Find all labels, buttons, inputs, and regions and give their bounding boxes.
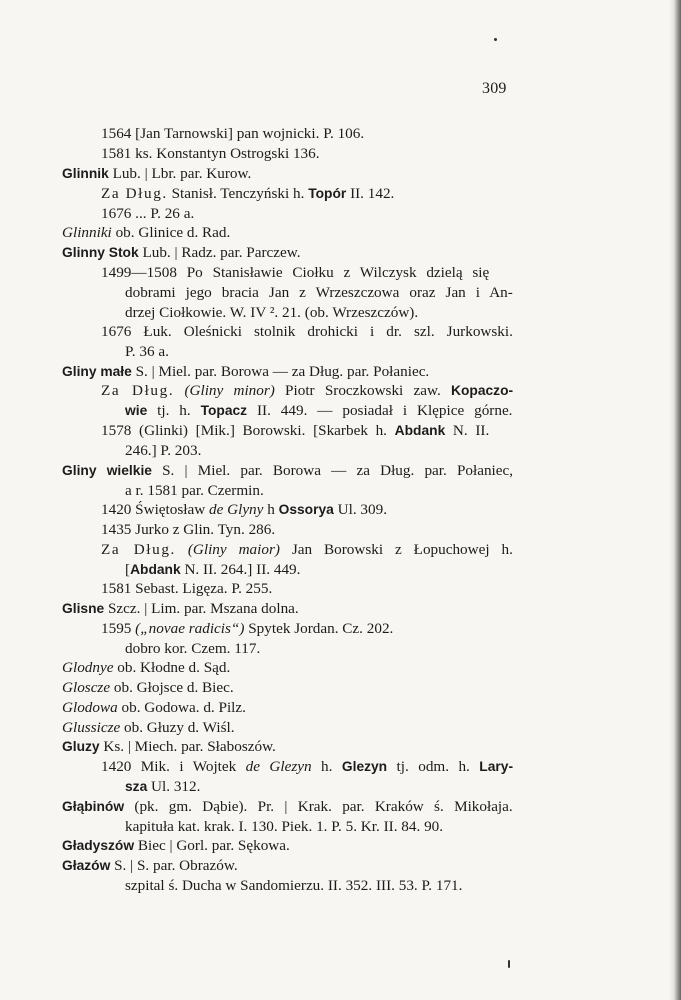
entry-line	[62, 719, 235, 737]
bold-term: Topór	[308, 186, 347, 201]
text-run: 1581 Sebast. Ligęza. P. 255.	[101, 580, 273, 597]
entry-line	[62, 165, 251, 183]
text-run: 1420 Mik. i Wojtek	[101, 758, 246, 775]
italic-term: Gloscze	[62, 679, 111, 696]
italic-term: Glodowa	[62, 699, 118, 716]
text-run: II. 142.	[346, 185, 395, 202]
text-run: 1420 Świętosław	[101, 501, 209, 518]
entry-line	[125, 561, 300, 579]
italic-term: (Gliny maior)	[187, 541, 280, 558]
page-number: 309	[482, 80, 507, 97]
text-run: ob. Głuzy d. Wiśl.	[120, 719, 235, 736]
bold-term: sza	[125, 779, 148, 794]
text-run: Za Dług.	[101, 541, 176, 558]
entry-line	[125, 640, 260, 658]
text-run: ob. Glinice d. Rad.	[111, 224, 231, 241]
entry-line	[101, 501, 387, 519]
text-run: tj. odm. h.	[387, 758, 480, 775]
bold-term: Glinny Stok	[62, 245, 139, 260]
text-run: ob. Głojsce d. Biec.	[110, 679, 234, 696]
entry-line	[62, 600, 299, 618]
entry-line	[101, 758, 513, 776]
text-run: 1435 Jurko z Glin. Tyn. 286.	[101, 521, 276, 538]
bold-term: Gluzy	[62, 739, 100, 754]
text-run: N. II.	[445, 422, 490, 439]
text-run: Ks. | Miech. par. Słaboszów.	[99, 738, 276, 755]
entry-line	[62, 699, 246, 717]
bold-term: Glezyn	[341, 759, 388, 774]
text-run: S. | Miel. par. Borowa — za Dług. par. Połaniec.	[131, 363, 430, 380]
text-run: ob. Kłodne d. Sąd.	[113, 659, 231, 676]
entry-line	[101, 580, 272, 598]
bold-term: Topacz	[200, 403, 248, 418]
italic-term: Glodnye	[62, 659, 114, 676]
text-run: Spytek Jordan. Cz. 202.	[244, 620, 394, 637]
entry-line	[125, 442, 201, 460]
italic-term: Glinniki	[62, 224, 112, 241]
text-run: S. | Miel. par. Borowa — za Dług. par. Połaniec,	[151, 462, 514, 479]
text-run: h.	[311, 758, 342, 775]
text-run: a r. 1581 par. Czermin.	[125, 482, 264, 499]
entry-line	[101, 323, 513, 341]
text-run: 1499—1508 Po Stanisławie Ciołku z Wilczysk dzielą się	[101, 264, 490, 281]
text-run: 1581 ks. Konstantyn Ostrogski 136.	[101, 145, 320, 162]
bold-term: Glinnik	[62, 166, 109, 181]
entry-line	[125, 304, 418, 322]
bold-term: Lary-	[479, 759, 514, 774]
text-run: 1564 [Jan Tarnowski] pan wojnicki. P. 106.	[101, 125, 365, 142]
entry-line	[101, 205, 194, 223]
italic-term: de Glezyn	[245, 758, 312, 775]
text-run: (pk. gm. Dąbie). Pr. | Krak. par. Kraków ś. Mikołaja.	[124, 798, 513, 815]
italic-term: de Glyny	[209, 501, 264, 518]
text-run: 1595	[101, 620, 136, 637]
text-run	[174, 382, 184, 399]
entry-line	[101, 521, 275, 539]
text-run: szpital ś. Ducha w Sandomierzu. II. 352. III. 53. P. 171.	[125, 877, 463, 894]
text-run: II. 449. — posiadał i Klępice górne.	[247, 402, 513, 419]
bold-term: Abdank	[130, 562, 181, 577]
entry-line	[62, 738, 276, 756]
text-run: 1676 Łuk. Oleśnicki stolnik drohicki i dr. szl. Jurkowski.	[101, 323, 513, 340]
text-run: Stanisł. Tenczyński h.	[167, 185, 309, 202]
text-run: Za Dług.	[101, 185, 168, 202]
entry-line	[62, 659, 230, 677]
entry-line	[101, 620, 393, 638]
speck	[508, 960, 510, 968]
page-edge-shadow	[669, 0, 681, 1000]
text-run: S. | S. par. Obrazów.	[110, 857, 238, 874]
text-run: Lub. | Radz. par. Parczew.	[138, 244, 301, 261]
italic-term: (Gliny minor)	[184, 382, 275, 399]
text-run: Szcz. | Lim. par. Mszana dolna.	[104, 600, 299, 617]
entry-line	[101, 145, 320, 163]
entry-line	[125, 877, 462, 895]
bold-term: Gładyszów	[62, 838, 135, 853]
entry-line	[62, 857, 238, 875]
bold-term: Abdank	[394, 423, 446, 438]
text-run: 246.] P. 203.	[125, 442, 202, 459]
text-run: tj. h.	[147, 402, 201, 419]
entry-line	[125, 343, 169, 361]
text-run	[176, 541, 188, 558]
entry-line	[125, 778, 200, 796]
text-run: Lub. | Lbr. par. Kurow.	[108, 165, 252, 182]
text-run: 1676 ... P. 26 a.	[101, 205, 195, 222]
entry-line	[125, 402, 512, 420]
entry-line	[101, 264, 489, 282]
text-run: Biec | Gorl. par. Sękowa.	[134, 837, 290, 854]
entry-line	[101, 422, 489, 440]
entry-line	[101, 541, 513, 559]
entry-line	[101, 125, 364, 143]
text-run: dobrami jego bracia Jan z Wrzeszczowa oraz Jan i An-	[125, 284, 513, 301]
text-run: kapituła kat. krak. I. 130. Piek. 1. P. 5. Kr. II. 84. 90.	[125, 818, 444, 835]
bold-term: Głazów	[62, 858, 111, 873]
entry-line	[62, 798, 513, 816]
bold-term: Głąbinów	[62, 799, 125, 814]
bold-term: Glisne	[62, 601, 105, 616]
entry-line	[62, 679, 234, 697]
text-run: N. II. 264.] II. 449.	[180, 561, 301, 578]
entry-line	[101, 382, 513, 400]
text-run: Piotr Sroczkowski zaw.	[274, 382, 451, 399]
italic-term: Glussicze	[62, 719, 121, 736]
bold-term: Kopaczo-	[451, 383, 514, 398]
bold-term: wie	[125, 403, 148, 418]
text-run: Jan Borowski z Łopuchowej h.	[279, 541, 513, 558]
bold-term: Ossorya	[278, 502, 334, 517]
entry-line	[125, 284, 513, 302]
entry-line	[62, 244, 301, 262]
text-run: h	[263, 501, 279, 518]
text-run: dobro kor. Czem. 117.	[125, 640, 261, 657]
text-run: 1578 (Glinki) [Mik.] Borowski. [Skarbek h.	[101, 422, 395, 439]
text-run: P. 36 a.	[125, 343, 169, 360]
italic-term: („novae radicis“)	[135, 620, 245, 637]
text-run: Ul. 312.	[147, 778, 201, 795]
speck	[494, 38, 497, 41]
entry-line	[125, 818, 443, 836]
entry-line	[62, 224, 230, 242]
entry-line	[62, 363, 429, 381]
text-run: drzej Ciołkowie. W. IV ². 21. (ob. Wrzeszczów).	[125, 304, 419, 321]
bold-term: Gliny małe	[62, 364, 132, 379]
bold-term: Gliny wielkie	[62, 463, 152, 478]
text-run: ob. Godowa. d. Pilz.	[117, 699, 246, 716]
text-run: [	[125, 561, 131, 578]
text-run: Za Dług.	[101, 382, 175, 399]
entry-line	[101, 185, 394, 203]
entry-line	[62, 462, 513, 480]
entry-line	[125, 482, 264, 500]
entry-line	[62, 837, 290, 855]
text-run: Ul. 309.	[333, 501, 387, 518]
